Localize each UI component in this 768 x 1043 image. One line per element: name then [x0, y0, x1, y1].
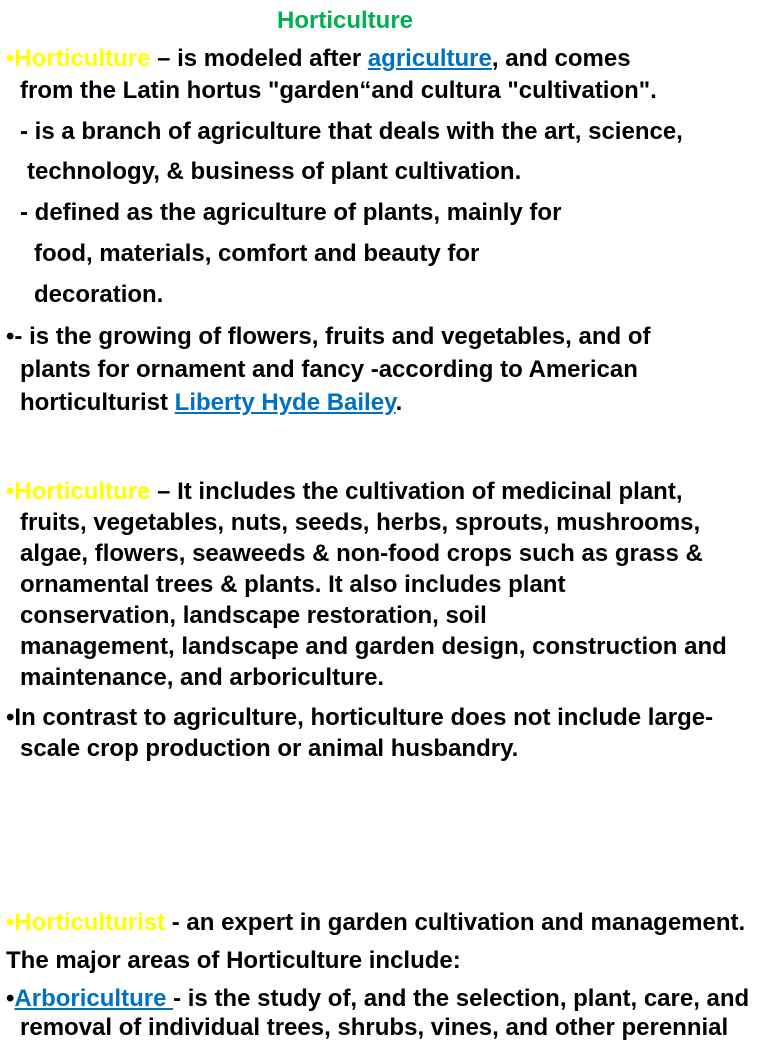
term-horticulture: Horticulture: [14, 478, 151, 505]
link-agriculture[interactable]: agriculture: [367, 45, 492, 72]
text-line: plants for ornament and fancy -according to American: [20, 356, 638, 383]
text-line: fruits, vegetables, nuts, seeds, herbs, sprouts, mushrooms,: [20, 509, 701, 536]
text: – It includes the cultivation of medicinal plant,: [150, 478, 683, 505]
term-horticulturist: Horticulturist: [14, 909, 166, 936]
paragraph-growing: [6, 322, 650, 352]
text: - an expert in garden cultivation and management.: [165, 909, 746, 936]
text: - is the study of, and the selection, plant, care, and: [173, 985, 750, 1012]
bullet: •: [6, 985, 15, 1012]
text-line: ornamental trees & plants. It also includes plant: [20, 571, 566, 598]
paragraph-arboriculture: [6, 984, 749, 1014]
bullet: •: [6, 45, 15, 72]
text: In contrast to agriculture, horticulture does not include large-: [14, 704, 714, 731]
paragraph-horticulturist: [6, 908, 745, 938]
paragraph-horticulture-definition: [6, 44, 631, 74]
text: horticulturist: [20, 389, 175, 416]
text: , and comes: [491, 45, 631, 72]
bullet: •: [6, 909, 15, 936]
paragraph-includes: [6, 477, 683, 507]
bullet: •: [6, 323, 15, 350]
text-line: decoration.: [34, 281, 164, 308]
text-line: removal of individual trees, shrubs, vines, and other perennial: [20, 1014, 729, 1041]
text: - is the growing of flowers, fruits and vegetables, and of: [14, 323, 651, 350]
bullet: •: [6, 478, 15, 505]
text: .: [395, 389, 403, 416]
text: – is modeled after: [150, 45, 368, 72]
term-horticulture: Horticulture: [14, 45, 151, 72]
text-line: - is a branch of agriculture that deals with the art, science,: [20, 118, 683, 145]
bullet: •: [6, 704, 15, 731]
text-line: algae, flowers, seaweeds & non-food crops such as grass &: [20, 540, 703, 567]
paragraph-contrast: [6, 703, 713, 733]
link-arboriculture[interactable]: Arboriculture: [14, 985, 174, 1012]
text-line: - defined as the agriculture of plants, mainly for: [20, 199, 562, 226]
text-line: food, materials, comfort and beauty for: [34, 240, 480, 267]
text-line: management, landscape and garden design, construction and: [20, 633, 727, 660]
text-line: technology, & business of plant cultivation.: [27, 158, 522, 185]
text-line: scale crop production or animal husbandry.: [20, 735, 519, 762]
page-title: Horticulture: [277, 7, 414, 34]
major-areas-heading: The major areas of Horticulture include:: [6, 947, 461, 974]
text-line: from the Latin hortus "garden“and cultura "cultivation".: [20, 77, 657, 104]
text-line: conservation, landscape restoration, soil: [20, 602, 487, 629]
text-line: maintenance, and arboriculture.: [20, 664, 385, 691]
text-line: [20, 388, 402, 418]
link-liberty-hyde-bailey[interactable]: Liberty Hyde Bailey: [174, 389, 396, 416]
